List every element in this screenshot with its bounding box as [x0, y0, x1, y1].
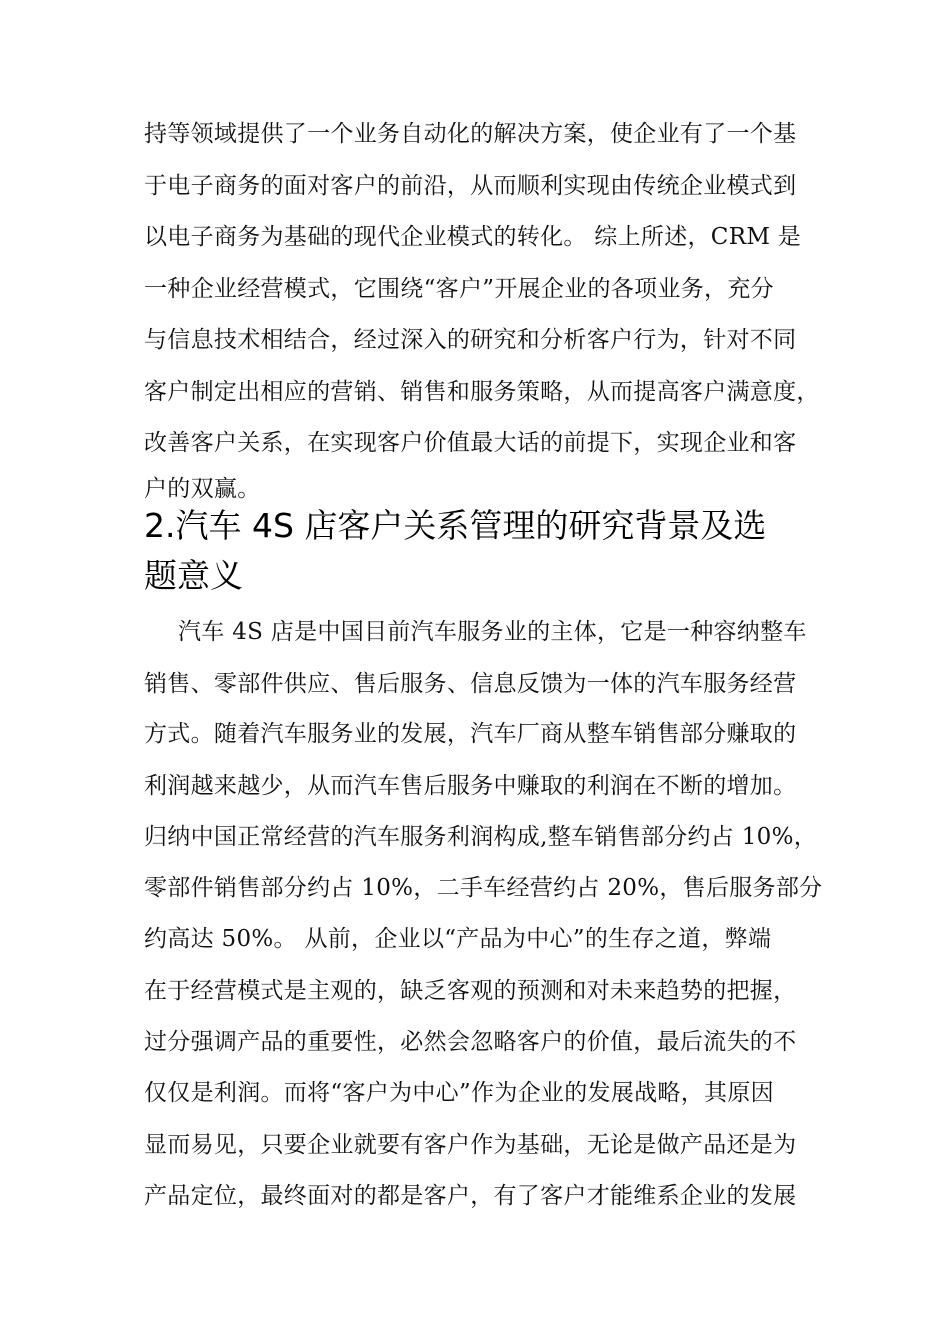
paragraph-1-line-4: 一种企业经营模式，它围绕“客户”开展企业的各项业务，充分	[144, 276, 774, 302]
paragraph-1-line-1: 持等领域提供了一个业务自动化的解决方案，使企业有了一个基	[144, 121, 797, 147]
paragraph-2-line-1: 汽车 4S 店是中国目前汽车服务业的主体，它是一种容纳整车	[178, 619, 807, 645]
paragraph-2-line-6: 零部件销售部分约占 10%，二手车经营约占 20%，售后服务部分	[144, 875, 823, 901]
section-heading-line-2: 题意义	[144, 556, 243, 595]
paragraph-2-line-7: 约高达 50%。 从前，企业以“产品为中心”的生存之道，弊端	[144, 926, 772, 952]
paragraph-1-line-3: 以电子商务为基础的现代企业模式的转化。 综上所述，CRM 是	[144, 224, 802, 250]
paragraph-1-line-8: 户的双赢。	[144, 476, 261, 502]
paragraph-2-line-9: 过分强调产品的重要性，必然会忽略客户的价值，最后流失的不	[144, 1029, 797, 1055]
paragraph-1-line-2: 于电子商务的面对客户的前沿，从而顺利实现由传统企业模式到	[144, 173, 797, 199]
paragraph-2-line-12: 产品定位，最终面对的都是客户，有了客户才能维系企业的发展	[144, 1183, 797, 1209]
paragraph-2-line-8: 在于经营模式是主观的，缺乏客观的预测和对未来趋势的把握，	[144, 978, 797, 1004]
paragraph-2-line-5: 归纳中国正常经营的汽车服务利润构成,整车销售部分约占 10%，	[144, 824, 818, 850]
section-heading-line-1: 2.汽车 4S 店客户关系管理的研究背景及选	[144, 506, 767, 545]
paragraph-1-line-5: 与信息技术相结合，经过深入的研究和分析客户行为，针对不同	[144, 327, 797, 353]
paragraph-2-line-11: 显而易见，只要企业就要有客户作为基础，无论是做产品还是为	[144, 1132, 797, 1158]
paragraph-1-line-6: 客户制定出相应的营销、销售和服务策略，从而提高客户满意度，	[144, 379, 820, 405]
paragraph-2-line-2: 销售、零部件供应、售后服务、信息反馈为一体的汽车服务经营	[144, 671, 797, 697]
paragraph-2-line-4: 利润越来越少，从而汽车售后服务中赚取的利润在不断的增加。	[144, 773, 797, 799]
paragraph-2-line-10: 仅仅是利润。而将“客户为中心”作为企业的发展战略，其原因	[144, 1080, 774, 1106]
paragraph-2-line-3: 方式。随着汽车服务业的发展，汽车厂商从整车销售部分赚取的	[144, 721, 797, 747]
paragraph-1-line-7: 改善客户关系，在实现客户价值最大话的前提下，实现企业和客	[144, 430, 797, 456]
